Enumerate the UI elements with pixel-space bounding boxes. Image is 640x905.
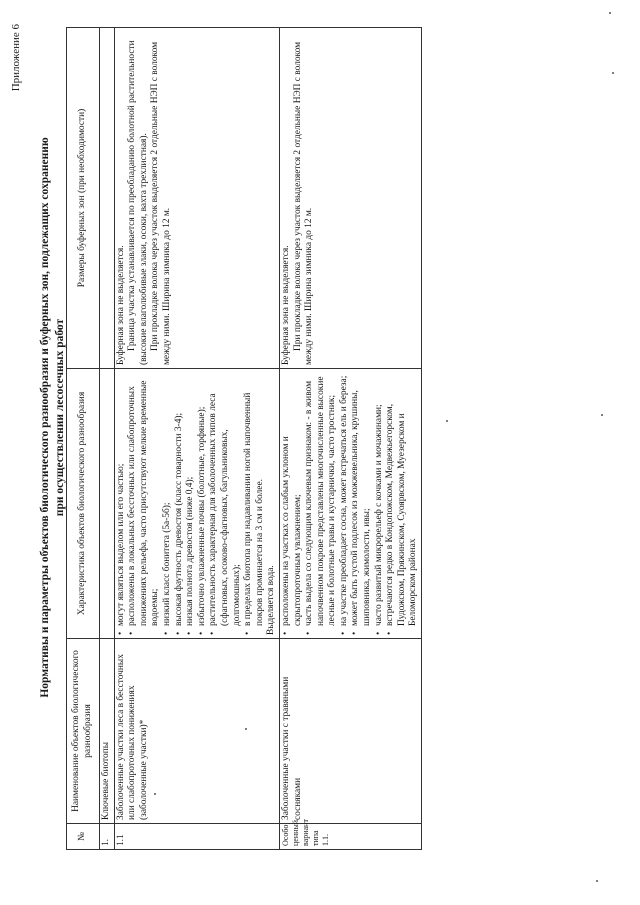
- scan-speck: [596, 880, 598, 882]
- section-empty-cell: [100, 369, 115, 639]
- row-buffer: [279, 28, 421, 369]
- header-characteristics: Характеристика объектов биологического разнообразия: [67, 369, 100, 639]
- row-features: [279, 369, 421, 639]
- list-item: • на участке преобладает сосна, может встречаться ель и береза;: [339, 372, 351, 635]
- list-item: • часть выдела со следующим ключевым признаком: - в живом напочвенном покрове представлены многочисленные высокие лесные и болотные травы и кустарнички, часто тростник;: [304, 372, 339, 635]
- row-name: Заболоченные участки леса в бессточных или слабопроточных понижениях (заболоченные участки)*: [114, 639, 279, 824]
- table-row: [114, 28, 279, 850]
- scan-speck: [245, 728, 247, 730]
- list-item: • низкая полнота древостоя (ниже 0,4);: [185, 372, 197, 635]
- list-item: • высокая фаутность древостоя (класс товарности 3-4);: [174, 372, 186, 635]
- row-features-tail: Выделяется вода.: [266, 565, 277, 635]
- table-header-row: [67, 28, 100, 850]
- buffer-text: Буферная зона не выделяется.: [280, 245, 291, 365]
- buffer-text: При прокладке волока через участок выделяется 2 отдельные НЭП с волоком между ними. Ширина зимника до 12 м.: [150, 41, 172, 365]
- scan-speck: [154, 793, 156, 795]
- appendix-label: Приложение 6: [10, 24, 22, 92]
- row-num: Особо ценный вариант типа 1.1.: [279, 824, 421, 850]
- buffer-text: Граница участка устанавливается по преобладанию болотной растительности (высокие влаголюбивые злаки, осоки, вахта трехлистная).: [127, 40, 149, 365]
- title-line-1: Нормативы и параметры объектов биологического разнообразия и буферных зон, подлежащих сохранению: [39, 137, 51, 698]
- feature-list: [281, 372, 420, 635]
- scan-speck: [601, 414, 603, 416]
- list-item: • расположены в локальных бессточных или слабопроточных понижениях рельефа, часто присутствуют мелкие временные водоемы;: [127, 372, 162, 635]
- list-item: • расположены на участках со слабым уклоном и скрытопроточным увлажнением;: [281, 372, 304, 635]
- norms-table: [66, 27, 422, 850]
- scan-speck: [612, 72, 614, 74]
- buffer-text: Буферная зона не выделяется.: [115, 245, 126, 365]
- buffer-text: При прокладке волока через участок выделяется 2 отдельные НЭП с волоком между ними. Ширина зимника до 12 м.: [292, 41, 315, 365]
- list-item: • растительность характерная для заболоченных типов леса (сфагновых, осоково-сфагновых, багульниковых, долгомошных);: [208, 372, 243, 635]
- list-item: • избыточно увлажненные почвы (болотные, торфяные);: [197, 372, 209, 635]
- row-num: 1.1: [114, 824, 279, 850]
- document-title: [38, 30, 68, 805]
- list-item: • низкий класс бонитета (5а-5б);: [162, 372, 174, 635]
- row-features: [114, 369, 279, 639]
- section-row: [100, 28, 115, 850]
- section-empty-cell: [100, 28, 115, 369]
- header-num: №: [67, 824, 100, 850]
- list-item: • часто развитый микрорельеф с кочками и мочажинами;: [374, 372, 386, 635]
- row-buffer: [114, 28, 279, 369]
- section-num: 1.: [100, 824, 115, 850]
- row-name: Заболоченные участки с травяными сосняками: [279, 639, 421, 824]
- list-item: • может быть густой подлесок из можжевельника, крушины, шиповника, жимолости, ивы;: [350, 372, 373, 635]
- header-buffer: Размеры буферных зон (при необходимости): [67, 28, 100, 369]
- feature-list: [116, 372, 267, 635]
- list-item: • встречаются редко в Кондопожском, Медвежьегорском, Пудожском, Пряжинском, Суоярвском, Муезерском и Беломорском районах: [385, 372, 420, 635]
- table-row: [279, 28, 421, 850]
- title-line-2: при осуществлении лесосечных работ: [54, 318, 66, 517]
- scan-speck: [609, 12, 611, 14]
- section-title: Ключевые биотопы: [100, 639, 115, 824]
- scan-speck: [446, 420, 448, 422]
- header-name: Наименование объектов биологического разнообразия: [67, 639, 100, 824]
- list-item: • в пределах биотопа при надавливании ногой напочвенный покров проминается на 3 см и более.: [243, 372, 266, 635]
- list-item: • могут являться выделом или его частью;: [116, 372, 128, 635]
